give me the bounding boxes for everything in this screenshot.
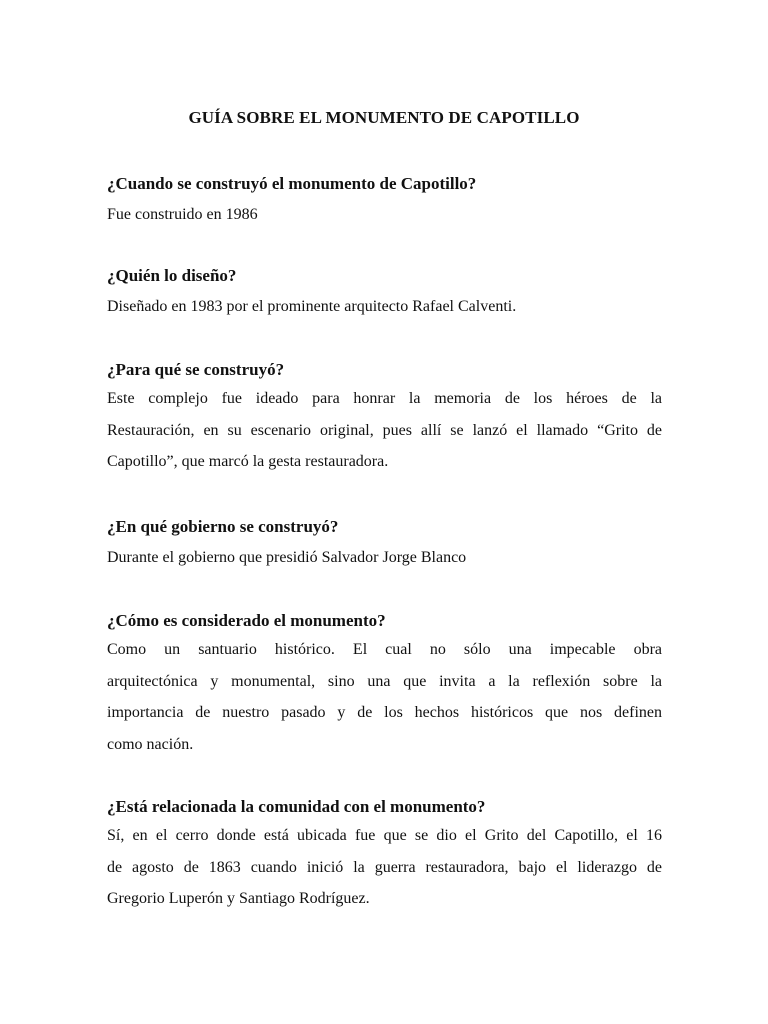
question-heading: ¿Cuando se construyó el monumento de Capotillo? [107, 174, 477, 193]
answer-text: Durante el gobierno que presidió Salvador Jorge Blanco [107, 549, 467, 566]
answer-line: Como un santuario histórico. El cual no sólo una impecable obra [107, 641, 662, 658]
answer-line: Sí, en el cerro donde está ubicada fue que se dio el Grito del Capotillo, el 16 [107, 827, 662, 844]
qa-section-community [107, 796, 662, 915]
question-heading: ¿En qué gobierno se construyó? [107, 517, 339, 536]
answer-line: Capotillo”, que marcó la gesta restauradora. [107, 453, 389, 470]
answer-paragraph [107, 383, 662, 478]
answer-paragraph [107, 820, 662, 915]
qa-section-consideration [107, 610, 662, 760]
qa-section-purpose [107, 359, 662, 478]
answer-text: Diseñado en 1983 por el prominente arquitecto Rafael Calventi. [107, 298, 517, 315]
document-title: GUÍA SOBRE EL MONUMENTO DE CAPOTILLO [188, 108, 580, 127]
question-heading: ¿Cómo es considerado el monumento? [107, 611, 386, 630]
question-heading: ¿Para qué se construyó? [107, 360, 285, 379]
answer-line: Este complejo fue ideado para honrar la memoria de los héroes de la [107, 390, 662, 407]
answer-line: como nación. [107, 735, 194, 753]
qa-section-construction-date [107, 173, 662, 226]
question-heading: ¿Está relacionada la comunidad con el monumento? [107, 797, 486, 816]
answer-line: importancia de nuestro pasado y de los hechos históricos que nos definen [107, 704, 662, 721]
qa-section-designer [107, 265, 662, 318]
qa-section-government [107, 516, 662, 569]
question-heading: ¿Quién lo diseño? [107, 266, 237, 285]
answer-line: Gregorio Luperón y Santiago Rodríguez. [107, 890, 370, 907]
answer-text: Fue construido en 1986 [107, 206, 258, 223]
answer-paragraph [107, 634, 662, 760]
answer-line: Restauración, en su escenario original, pues allí se lanzó el llamado “Grito de [107, 421, 662, 439]
answer-line: arquitectónica y monumental, sino una que invita a la reflexión sobre la [107, 672, 662, 690]
answer-line: de agosto de 1863 cuando inició la guerra restauradora, bajo el liderazgo de [107, 858, 662, 876]
